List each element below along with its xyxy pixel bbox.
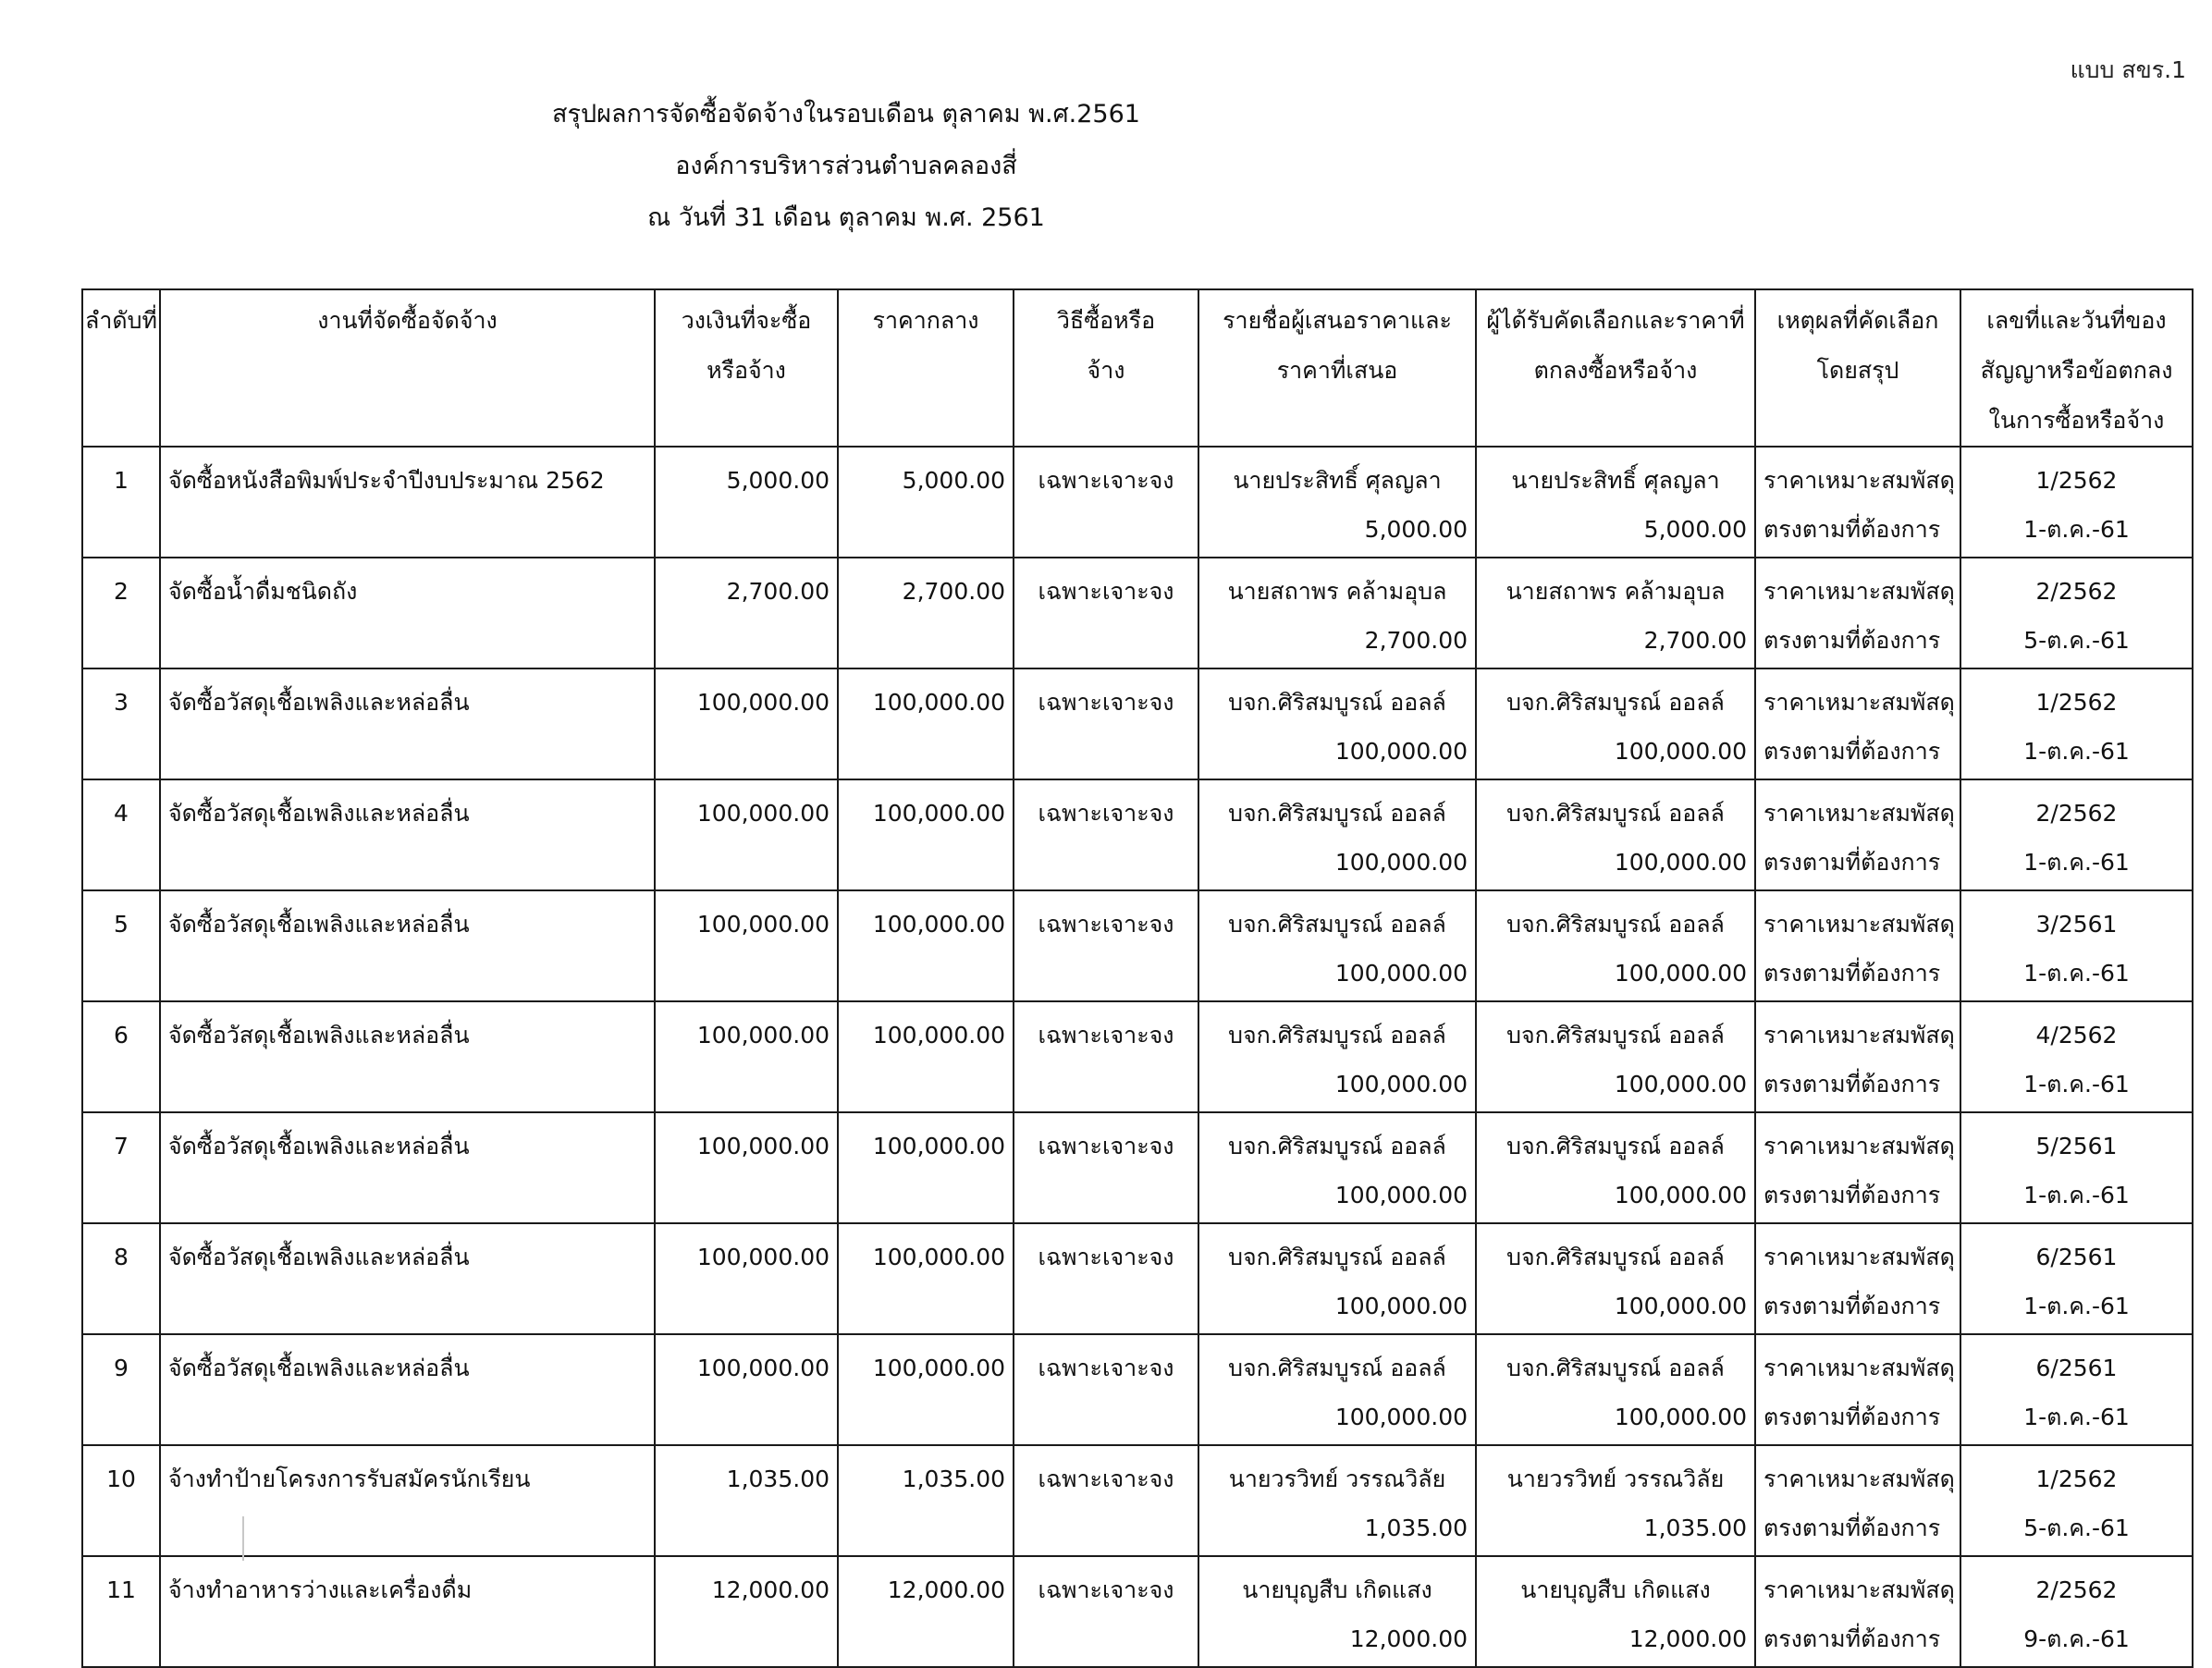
document-date: ณ วันที่ 31 เดือน ตุลาคม พ.ศ. 2561 [647,203,1045,232]
cell-no [82,1556,160,1667]
cell-budget [655,558,838,668]
header-winner-line2: ตกลงซื้อหรือจ้าง [1533,357,1698,384]
row-reason-line1: ราคาเหมาะสมพัสดุ [1763,911,1955,938]
cell-contract [1960,668,2193,779]
header-no-text: ลำดับที่ [85,307,157,334]
row-bidder-name: บจก.ศิริสมบูรณ์ ออลล์ [1228,1355,1446,1381]
row-median: 2,700.00 [902,578,1005,605]
cell-winner [1476,779,1755,890]
row-contract-date: 1-ต.ค.-61 [2023,1404,2130,1430]
header-contract-line2: สัญญาหรือข้อตกลง [1980,357,2173,384]
cell-bidder [1198,779,1476,890]
row-work: จัดซื้อวัสดุเชื้อเพลิงและหล่อลื่น [168,800,470,827]
row-bidder-name: นายสถาพร คล้ามอุบล [1227,578,1447,605]
cell-budget [655,1445,838,1556]
header-method [1014,289,1198,447]
row-median: 5,000.00 [902,467,1005,494]
row-winner-name: บจก.ศิริสมบูรณ์ ออลล์ [1506,689,1725,716]
row-work: จัดซื้อน้ำดื่มชนิดถัง [168,578,358,605]
cell-median [838,890,1014,1001]
row-contract-no: 3/2561 [2035,911,2118,938]
row-work: จัดซื้อวัสดุเชื้อเพลิงและหล่อลื่น [168,1244,470,1270]
table-row [82,1445,2193,1556]
cell-budget [655,1223,838,1334]
row-contract-date: 9-ต.ค.-61 [2023,1625,2130,1652]
row-reason-line1: ราคาเหมาะสมพัสดุ [1763,467,1955,494]
row-reason-line2: ตรงตามที่ต้องการ [1763,738,1941,765]
cell-bidder [1198,1112,1476,1223]
cell-bidder [1198,1556,1476,1667]
row-contract-no: 1/2562 [2035,467,2118,494]
cell-budget [655,1001,838,1112]
cell-budget [655,1556,838,1667]
row-reason-line2: ตรงตามที่ต้องการ [1763,1293,1941,1319]
row-winner-name: บจก.ศิริสมบูรณ์ ออลล์ [1506,1133,1725,1159]
cell-winner [1476,1556,1755,1667]
cell-median [838,1112,1014,1223]
row-bid-price: 100,000.00 [1334,1404,1468,1430]
table-body [82,447,2193,1667]
cell-winner [1476,447,1755,558]
cell-method [1014,558,1198,668]
row-win-price: 100,000.00 [1614,1071,1747,1098]
cell-contract [1960,1001,2193,1112]
row-winner-name: นายประสิทธิ์ ศุลญลา [1511,467,1720,494]
row-bidder-name: นายบุญสืบ เกิดแสง [1242,1576,1432,1603]
row-win-price: 100,000.00 [1614,849,1747,876]
cell-work [160,1223,655,1334]
row-work: จัดซื้อวัสดุเชื้อเพลิงและหล่อลื่น [168,689,470,716]
row-winner-name: บจก.ศิริสมบูรณ์ ออลล์ [1506,1022,1725,1049]
row-budget: 100,000.00 [696,1022,830,1049]
cell-no [82,447,160,558]
cell-method [1014,447,1198,558]
cell-work [160,1445,655,1556]
cell-work [160,447,655,558]
row-method: เฉพาะเจาะจง [1038,1022,1174,1049]
cell-reason [1755,779,1960,890]
header-median [838,289,1014,447]
row-bidder-name: บจก.ศิริสมบูรณ์ ออลล์ [1228,1244,1446,1270]
row-contract-no: 2/2562 [2035,1576,2118,1603]
cell-bidder [1198,668,1476,779]
row-contract-date: 1-ต.ค.-61 [2023,1071,2130,1098]
cell-bidder [1198,1334,1476,1445]
row-win-price: 12,000.00 [1628,1625,1747,1652]
row-win-price: 100,000.00 [1614,738,1747,765]
cell-reason [1755,1001,1960,1112]
header-contract-line1: เลขที่และวันที่ของ [1986,307,2167,334]
row-bidder-name: นายวรวิทย์ วรรณวิลัย [1228,1466,1446,1492]
cell-bidder [1198,1445,1476,1556]
cell-median [838,558,1014,668]
row-reason-line1: ราคาเหมาะสมพัสดุ [1763,800,1955,827]
row-winner-name: บจก.ศิริสมบูรณ์ ออลล์ [1506,911,1725,938]
cell-work [160,1001,655,1112]
row-reason-line2: ตรงตามที่ต้องการ [1763,1182,1941,1208]
row-budget: 100,000.00 [696,689,830,716]
header-reason-line1: เหตุผลที่คัดเลือก [1776,307,1939,334]
row-median: 12,000.00 [887,1576,1005,1603]
row-no: 3 [114,689,129,716]
cell-work [160,890,655,1001]
cell-method [1014,890,1198,1001]
cell-no [82,1001,160,1112]
row-bidder-name: บจก.ศิริสมบูรณ์ ออลล์ [1228,1022,1446,1049]
row-bid-price: 100,000.00 [1334,1071,1468,1098]
cell-winner [1476,1445,1755,1556]
cell-bidder [1198,447,1476,558]
cell-work [160,558,655,668]
row-reason-line2: ตรงตามที่ต้องการ [1763,627,1941,654]
cell-median [838,1334,1014,1445]
row-budget: 100,000.00 [696,800,830,827]
cell-method [1014,1223,1198,1334]
row-win-price: 100,000.00 [1614,1182,1747,1208]
cell-work [160,1334,655,1445]
row-work: จัดซื้อหนังสือพิมพ์ประจำปีงบประมาณ 2562 [168,467,605,494]
cell-median [838,779,1014,890]
table-row [82,1112,2193,1223]
row-contract-date: 1-ต.ค.-61 [2023,738,2130,765]
cell-method [1014,1112,1198,1223]
row-work: จัดซื้อวัสดุเชื้อเพลิงและหล่อลื่น [168,1022,470,1049]
row-no: 8 [114,1244,129,1270]
procurement-table [81,288,2194,1668]
header-bidders-line2: ราคาที่เสนอ [1276,357,1398,384]
cell-reason [1755,1445,1960,1556]
cell-method [1014,1334,1198,1445]
row-method: เฉพาะเจาะจง [1038,1355,1174,1381]
row-no: 4 [114,800,129,827]
table-header-row [82,289,2193,447]
table-row [82,1334,2193,1445]
scan-mark [242,1516,244,1561]
cell-no [82,1334,160,1445]
row-budget: 100,000.00 [696,1244,830,1270]
row-budget: 12,000.00 [711,1576,830,1603]
cell-winner [1476,1001,1755,1112]
header-median-text: ราคากลาง [872,307,979,334]
table-row [82,1556,2193,1667]
row-reason-line2: ตรงตามที่ต้องการ [1763,960,1941,987]
row-win-price: 100,000.00 [1614,1404,1747,1430]
header-method-line2: จ้าง [1087,357,1125,384]
cell-median [838,668,1014,779]
document-title-block [0,89,1692,244]
cell-contract [1960,779,2193,890]
table-row [82,558,2193,668]
row-win-price: 100,000.00 [1614,1293,1747,1319]
organization-name: องค์การบริหารส่วนตำบลคลองสี่ [675,152,1017,180]
row-method: เฉพาะเจาะจง [1038,1576,1174,1603]
table-row [82,1001,2193,1112]
row-bid-price: 2,700.00 [1364,627,1468,654]
row-no: 6 [114,1022,129,1049]
cell-median [838,1556,1014,1667]
row-median: 100,000.00 [872,1133,1005,1159]
cell-no [82,1112,160,1223]
cell-method [1014,1001,1198,1112]
cell-reason [1755,668,1960,779]
cell-reason [1755,1556,1960,1667]
row-method: เฉพาะเจาะจง [1038,911,1174,938]
row-reason-line1: ราคาเหมาะสมพัสดุ [1763,1244,1955,1270]
document-title: สรุปผลการจัดซื้อจัดจ้างในรอบเดือน ตุลาคม พ.ศ.2561 [552,100,1140,129]
row-reason-line1: ราคาเหมาะสมพัสดุ [1763,689,1955,716]
cell-no [82,1445,160,1556]
row-reason-line1: ราคาเหมาะสมพัสดุ [1763,1466,1955,1492]
row-bid-price: 12,000.00 [1349,1625,1468,1652]
row-no: 7 [114,1133,129,1159]
cell-budget [655,447,838,558]
cell-reason [1755,890,1960,1001]
cell-bidder [1198,1001,1476,1112]
row-reason-line1: ราคาเหมาะสมพัสดุ [1763,578,1955,605]
row-bidder-name: บจก.ศิริสมบูรณ์ ออลล์ [1228,800,1446,827]
cell-median [838,1001,1014,1112]
cell-median [838,1223,1014,1334]
row-budget: 100,000.00 [696,1355,830,1381]
cell-method [1014,1445,1198,1556]
cell-no [82,1223,160,1334]
row-reason-line2: ตรงตามที่ต้องการ [1763,1404,1941,1430]
row-reason-line2: ตรงตามที่ต้องการ [1763,1515,1941,1541]
row-no: 9 [114,1355,129,1381]
header-budget-line2: หรือจ้าง [707,357,786,384]
row-bid-price: 100,000.00 [1334,849,1468,876]
header-method-line1: วิธีซื้อหรือ [1056,307,1156,334]
row-work: จ้างทำอาหารว่างและเครื่องดื่ม [168,1576,473,1603]
header-reason [1755,289,1960,447]
row-contract-no: 2/2562 [2035,578,2118,605]
cell-winner [1476,668,1755,779]
table-row [82,1223,2193,1334]
row-contract-date: 1-ต.ค.-61 [2023,1182,2130,1208]
row-method: เฉพาะเจาะจง [1038,800,1174,827]
row-budget: 1,035.00 [726,1466,830,1492]
row-median: 100,000.00 [872,911,1005,938]
header-bidders-line1: รายชื่อผู้เสนอราคาและ [1223,307,1452,334]
table-row [82,447,2193,558]
row-winner-name: นายวรวิทย์ วรรณวิลัย [1506,1466,1725,1492]
row-no: 11 [106,1576,136,1603]
row-contract-date: 1-ต.ค.-61 [2023,1293,2130,1319]
header-contract [1960,289,2193,447]
cell-contract [1960,1112,2193,1223]
row-no: 10 [106,1466,136,1492]
cell-work [160,779,655,890]
row-contract-date: 5-ต.ค.-61 [2023,1515,2130,1541]
cell-work [160,1556,655,1667]
row-reason-line1: ราคาเหมาะสมพัสดุ [1763,1355,1955,1381]
header-reason-line2: โดยสรุป [1816,357,1899,384]
row-reason-line2: ตรงตามที่ต้องการ [1763,1625,1941,1652]
header-budget-line1: วงเงินที่จะซื้อ [681,307,812,334]
cell-method [1014,779,1198,890]
row-bidder-name: นายประสิทธิ์ ศุลญลา [1233,467,1442,494]
cell-no [82,558,160,668]
row-winner-name: บจก.ศิริสมบูรณ์ ออลล์ [1506,1244,1725,1270]
row-no: 2 [114,578,129,605]
row-work: จัดซื้อวัสดุเชื้อเพลิงและหล่อลื่น [168,1355,470,1381]
row-reason-line1: ราคาเหมาะสมพัสดุ [1763,1576,1955,1603]
row-budget: 100,000.00 [696,1133,830,1159]
cell-bidder [1198,890,1476,1001]
row-work: จัดซื้อวัสดุเชื้อเพลิงและหล่อลื่น [168,911,470,938]
row-bid-price: 100,000.00 [1334,960,1468,987]
cell-median [838,1445,1014,1556]
row-contract-no: 1/2562 [2035,1466,2118,1492]
cell-method [1014,668,1198,779]
row-win-price: 1,035.00 [1643,1515,1747,1541]
row-budget: 2,700.00 [726,578,830,605]
table-row [82,668,2193,779]
row-contract-date: 1-ต.ค.-61 [2023,849,2130,876]
row-winner-name: บจก.ศิริสมบูรณ์ ออลล์ [1506,800,1725,827]
cell-contract [1960,1223,2193,1334]
cell-winner [1476,890,1755,1001]
row-median: 100,000.00 [872,1022,1005,1049]
cell-contract [1960,1445,2193,1556]
row-bid-price: 100,000.00 [1334,738,1468,765]
row-no: 1 [114,467,129,494]
row-bidder-name: บจก.ศิริสมบูรณ์ ออลล์ [1228,689,1446,716]
row-median: 1,035.00 [902,1466,1005,1492]
row-winner-name: นายสถาพร คล้ามอุบล [1505,578,1726,605]
row-median: 100,000.00 [872,1355,1005,1381]
row-median: 100,000.00 [872,1244,1005,1270]
cell-winner [1476,1334,1755,1445]
cell-no [82,890,160,1001]
row-bid-price: 1,035.00 [1364,1515,1468,1541]
cell-contract [1960,558,2193,668]
header-no [82,289,160,447]
row-median: 100,000.00 [872,800,1005,827]
row-reason-line1: ราคาเหมาะสมพัสดุ [1763,1022,1955,1049]
cell-bidder [1198,1223,1476,1334]
cell-method [1014,1556,1198,1667]
cell-reason [1755,447,1960,558]
row-reason-line2: ตรงตามที่ต้องการ [1763,1071,1941,1098]
row-work: จ้างทำป้ายโครงการรับสมัครนักเรียน [168,1466,531,1492]
cell-contract [1960,1334,2193,1445]
row-contract-no: 5/2561 [2035,1133,2118,1159]
row-contract-no: 6/2561 [2035,1355,2118,1381]
header-budget [655,289,838,447]
cell-reason [1755,1112,1960,1223]
cell-bidder [1198,558,1476,668]
header-winner [1476,289,1755,447]
header-winner-line1: ผู้ได้รับคัดเลือกและราคาที่ [1486,307,1745,334]
form-code: แบบ สขร.1 [2070,56,2186,83]
table-row [82,779,2193,890]
row-winner-name: นายบุญสืบ เกิดแสง [1520,1576,1711,1603]
row-contract-no: 6/2561 [2035,1244,2118,1270]
cell-budget [655,779,838,890]
cell-budget [655,1334,838,1445]
row-no: 5 [114,911,129,938]
header-contract-line3: ในการซื้อหรือจ้าง [1988,407,2165,434]
row-reason-line1: ราคาเหมาะสมพัสดุ [1763,1133,1955,1159]
row-win-price: 100,000.00 [1614,960,1747,987]
row-contract-date: 1-ต.ค.-61 [2023,516,2130,543]
row-contract-date: 5-ต.ค.-61 [2023,627,2130,654]
cell-no [82,779,160,890]
cell-budget [655,890,838,1001]
cell-contract [1960,890,2193,1001]
table-row [82,890,2193,1001]
row-method: เฉพาะเจาะจง [1038,1244,1174,1270]
row-method: เฉพาะเจาะจง [1038,467,1174,494]
row-reason-line2: ตรงตามที่ต้องการ [1763,516,1941,543]
row-method: เฉพาะเจาะจง [1038,578,1174,605]
header-work-text: งานที่จัดซื้อจัดจ้าง [317,307,498,334]
row-contract-no: 2/2562 [2035,800,2118,827]
row-method: เฉพาะเจาะจง [1038,1133,1174,1159]
cell-work [160,668,655,779]
row-bid-price: 5,000.00 [1364,516,1468,543]
row-budget: 100,000.00 [696,911,830,938]
row-method: เฉพาะเจาะจง [1038,689,1174,716]
row-winner-name: บจก.ศิริสมบูรณ์ ออลล์ [1506,1355,1725,1381]
row-contract-no: 1/2562 [2035,689,2118,716]
row-bid-price: 100,000.00 [1334,1182,1468,1208]
cell-reason [1755,558,1960,668]
row-median: 100,000.00 [872,689,1005,716]
cell-no [82,668,160,779]
row-reason-line2: ตรงตามที่ต้องการ [1763,849,1941,876]
cell-work [160,1112,655,1223]
cell-reason [1755,1334,1960,1445]
cell-contract [1960,1556,2193,1667]
cell-median [838,447,1014,558]
row-win-price: 2,700.00 [1643,627,1747,654]
cell-budget [655,1112,838,1223]
row-bidder-name: บจก.ศิริสมบูรณ์ ออลล์ [1228,911,1446,938]
header-bidders [1198,289,1476,447]
cell-reason [1755,1223,1960,1334]
cell-contract [1960,447,2193,558]
cell-winner [1476,1112,1755,1223]
row-contract-date: 1-ต.ค.-61 [2023,960,2130,987]
row-work: จัดซื้อวัสดุเชื้อเพลิงและหล่อลื่น [168,1133,470,1159]
row-budget: 5,000.00 [726,467,830,494]
row-contract-no: 4/2562 [2035,1022,2118,1049]
header-work [160,289,655,447]
row-bidder-name: บจก.ศิริสมบูรณ์ ออลล์ [1228,1133,1446,1159]
cell-winner [1476,1223,1755,1334]
row-win-price: 5,000.00 [1643,516,1747,543]
cell-budget [655,668,838,779]
row-bid-price: 100,000.00 [1334,1293,1468,1319]
row-method: เฉพาะเจาะจง [1038,1466,1174,1492]
cell-winner [1476,558,1755,668]
